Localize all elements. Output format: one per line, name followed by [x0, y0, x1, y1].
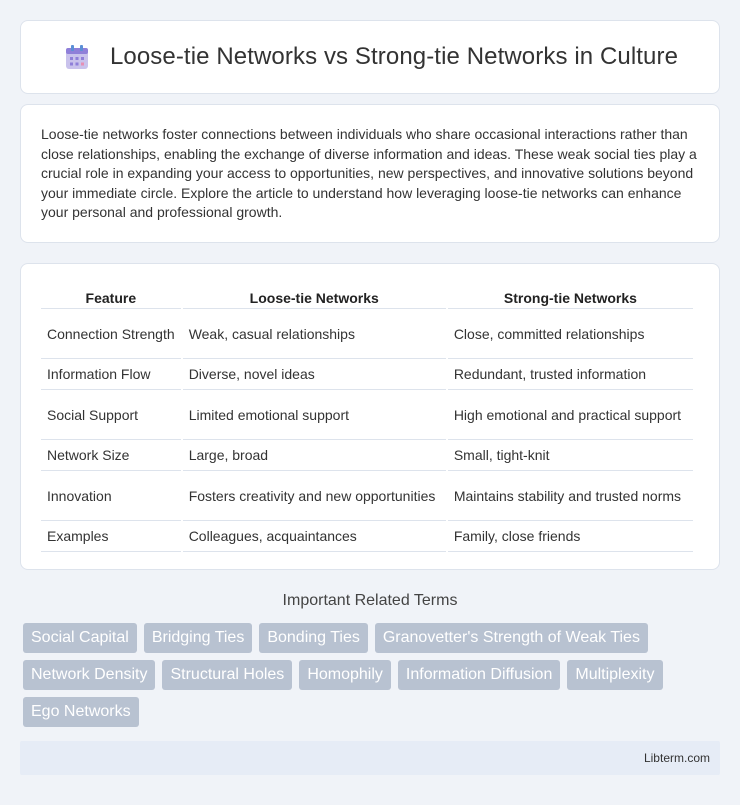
table-header-feature: Feature [41, 284, 181, 309]
table-cell: Social Support [41, 390, 181, 440]
table-cell: Large, broad [183, 440, 446, 471]
header-card [20, 20, 720, 94]
table-row [41, 309, 693, 359]
table-header-loose: Loose-tie Networks [183, 284, 446, 309]
table-row [41, 440, 693, 471]
table-row [41, 521, 693, 552]
table-cell: Fosters creativity and new opportunities [183, 471, 446, 521]
calendar-icon [62, 42, 92, 72]
table-cell: Examples [41, 521, 181, 552]
footer-brand-link[interactable]: Libterm.com [643, 751, 710, 765]
tag-social-capital[interactable]: Social Capital [23, 623, 137, 653]
tag-network-density[interactable]: Network Density [23, 660, 155, 690]
table-row [41, 390, 693, 440]
tag-multiplexity[interactable]: Multiplexity [567, 660, 662, 690]
tag-bridging-ties[interactable]: Bridging Ties [144, 623, 253, 653]
tag-homophily[interactable]: Homophily [299, 660, 391, 690]
table-cell: Network Size [41, 440, 181, 471]
table-row [41, 471, 693, 521]
comparison-card [20, 263, 720, 570]
table-cell: Colleagues, acquaintances [183, 521, 446, 552]
table-cell: Maintains stability and trusted norms [448, 471, 693, 521]
table-cell: Family, close friends [448, 521, 693, 552]
table-cell: Connection Strength [41, 309, 181, 359]
footer [20, 741, 720, 775]
table-row [41, 359, 693, 390]
page-title: Loose-tie Networks vs Strong-tie Networks in Culture [109, 43, 679, 70]
table-cell: Small, tight-knit [448, 440, 693, 471]
tag-structural-holes[interactable]: Structural Holes [162, 660, 292, 690]
intro-card [20, 104, 720, 243]
tag-ego-networks[interactable]: Ego Networks [23, 697, 139, 727]
table-cell: High emotional and practical support [448, 390, 693, 440]
intro-text: Loose-tie networks foster connections between individuals who share occasional interactions rather than close relationships, enabling the exchange of diverse information and ideas. These weak social ties play a crucial role in expanding your access to opportunities, new perspectives, and innovative solutions beyond your immediate circle. Explore the article to understand how leveraging loose-tie networks can enhance your personal and professional growth. [41, 126, 697, 220]
table-cell: Close, committed relationships [448, 309, 693, 359]
tag-information-diffusion[interactable]: Information Diffusion [398, 660, 560, 690]
related-terms-title: Important Related Terms [282, 592, 458, 609]
table-header-strong: Strong-tie Networks [448, 284, 693, 309]
table-cell: Diverse, novel ideas [183, 359, 446, 390]
table-cell: Innovation [41, 471, 181, 521]
table-cell: Weak, casual relationships [183, 309, 446, 359]
related-terms-list [23, 623, 723, 734]
tag-granovetter[interactable]: Granovetter's Strength of Weak Ties [375, 623, 648, 653]
table-cell: Limited emotional support [183, 390, 446, 440]
table-cell: Information Flow [41, 359, 181, 390]
comparison-table [39, 284, 695, 552]
table-cell: Redundant, trusted information [448, 359, 693, 390]
tag-bonding-ties[interactable]: Bonding Ties [259, 623, 368, 653]
